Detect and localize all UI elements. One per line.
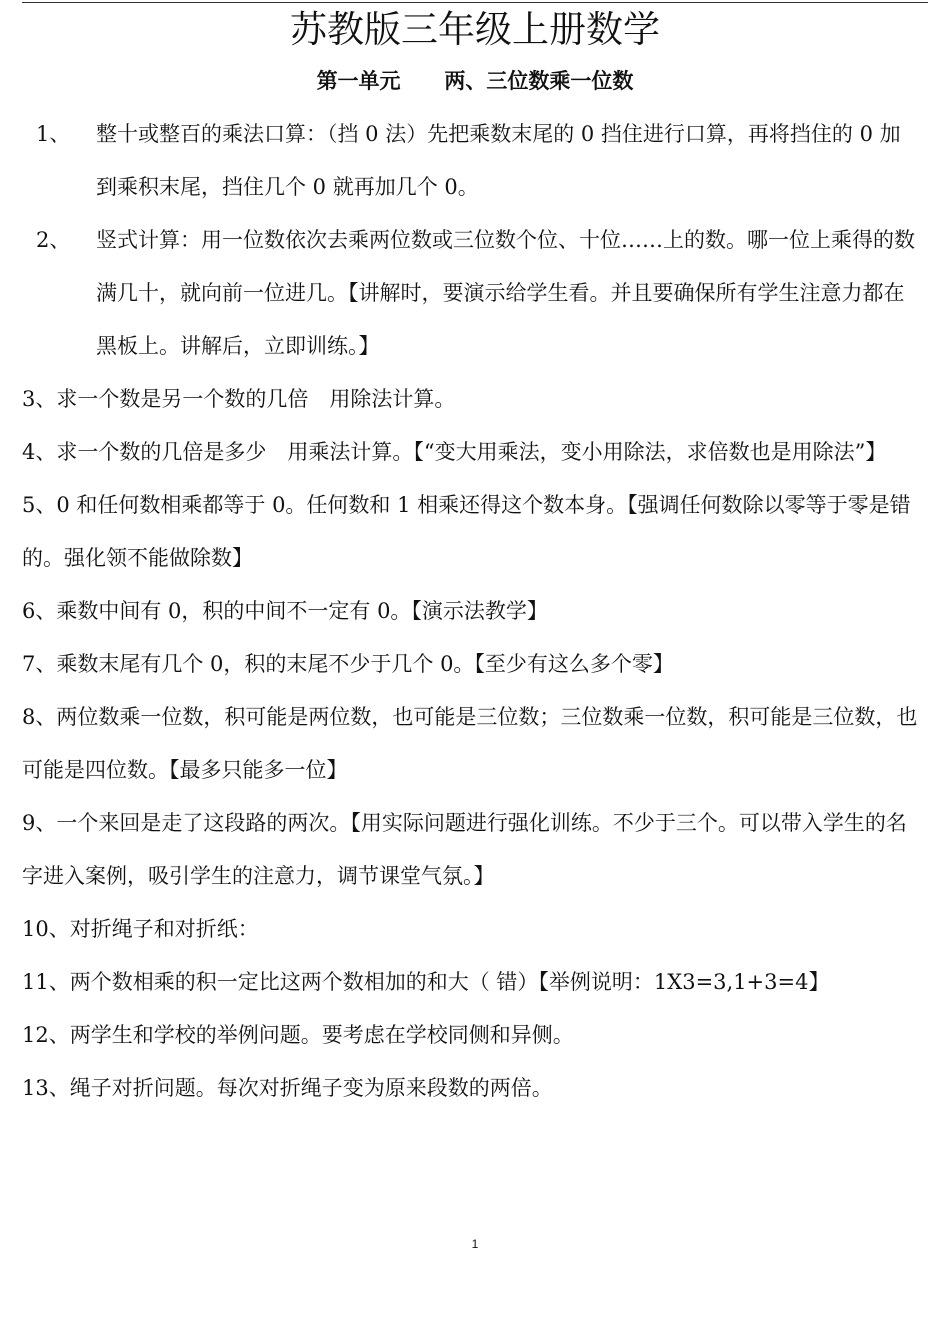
page-number: 1 bbox=[471, 1237, 479, 1251]
item-9: 9、一个来回是走了这段路的两次。【用实际问题进行强化训练。不少于三个。可以带入学生的名字进入案例，吸引学生的注意力，调节课堂气氛。】 bbox=[22, 811, 907, 888]
item-4: 4、求一个数的几倍是多少 用乘法计算。【“变大用乘法，变小用除法，求倍数也是用除法”】 bbox=[22, 440, 887, 464]
item-12: 12、两学生和学校的举例问题。要考虑在学校同侧和异侧。 bbox=[22, 1023, 574, 1047]
item-6: 6、乘数中间有 0，积的中间不一定有 0。【演示法教学】 bbox=[22, 599, 548, 623]
document-body bbox=[22, 108, 918, 1115]
header-rule bbox=[22, 2, 928, 3]
item-number: 1、 bbox=[36, 122, 71, 146]
unit-heading: 第一单元 两、三位数乘一位数 bbox=[316, 69, 634, 93]
item-10: 10、对折绳子和对折纸： bbox=[22, 917, 259, 941]
item-text: 整十或整百的乘法口算：（挡 0 法）先把乘数末尾的 0 挡住进行口算，再将挡住的 0 加到乘积末尾，挡住几个 0 就再加几个 0。 bbox=[96, 122, 901, 199]
item-5: 5、0 和任何数相乘都等于 0。任何数和 1 相乘还得这个数本身。【强调任何数除以零等于零是错的。强化领不能做除数】 bbox=[22, 493, 911, 570]
numbered-item-2 bbox=[22, 214, 918, 373]
item-7: 7、乘数末尾有几个 0，积的末尾不少于几个 0。【至少有这么多个零】 bbox=[22, 652, 674, 676]
item-13: 13、绳子对折问题。每次对折绳子变为原来段数的两倍。 bbox=[22, 1076, 553, 1100]
numbered-item-1 bbox=[22, 108, 918, 214]
item-3: 3、求一个数是另一个数的几倍 用除法计算。 bbox=[22, 387, 456, 411]
item-number: 2、 bbox=[36, 228, 71, 252]
item-8: 8、两位数乘一位数，积可能是两位数，也可能是三位数；三位数乘一位数，积可能是三位数，也可能是四位数。【最多只能多一位】 bbox=[22, 705, 918, 782]
item-11: 11、两个数相乘的积一定比这两个数相加的和大（ 错）【举例说明：1X3=3,1+3=4】 bbox=[22, 970, 830, 994]
document-title: 苏教版三年级上册数学 bbox=[290, 8, 660, 51]
item-text: 竖式计算：用一位数依次去乘两位数或三位数个位、十位……上的数。哪一位上乘得的数满几十，就向前一位进几。【讲解时，要演示给学生看。并且要确保所有学生注意力都在黑板上。讲解后，立即训练。】 bbox=[96, 228, 915, 358]
